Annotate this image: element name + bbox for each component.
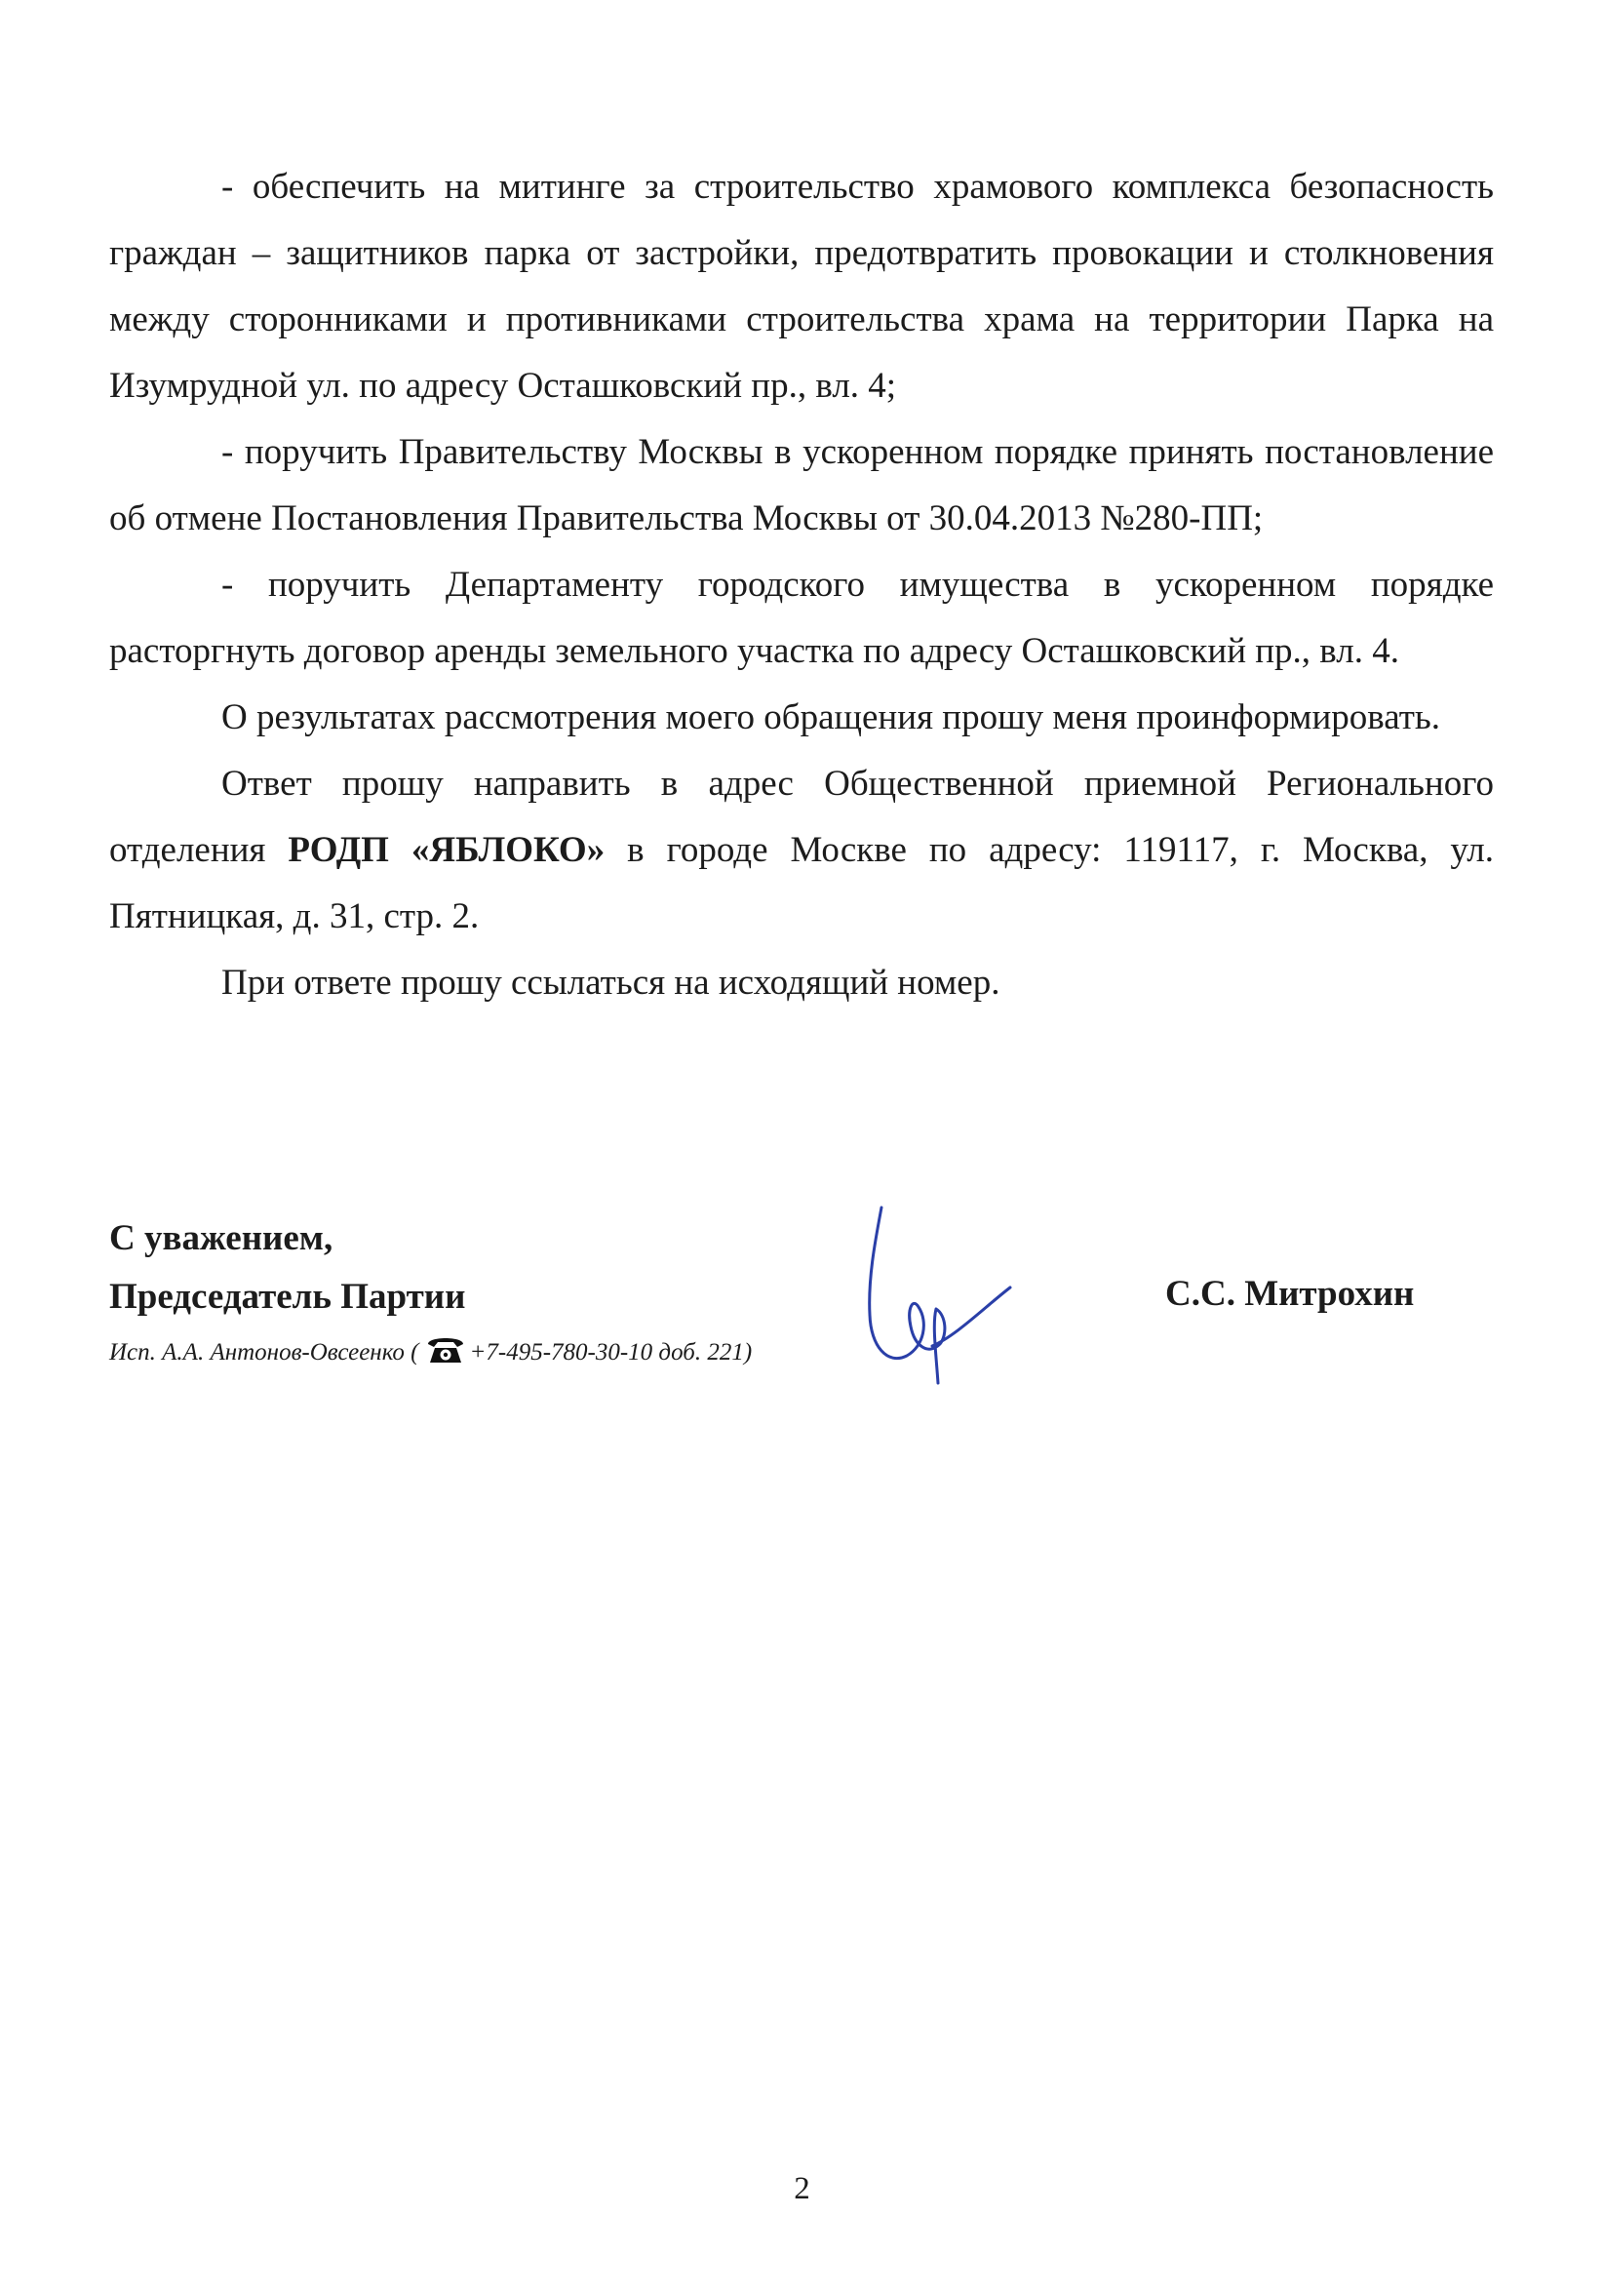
executor-label: Исп. А.А. Антонов-Овсеенко ( — [109, 1339, 419, 1366]
executor-phone: +7-495-780-30-10 доб. 221) — [469, 1339, 753, 1366]
paragraph-property-department: - поручить Департаменту городского имущества в ускоренном порядке расторгнуть договор аренды земельного участка по адресу Осташковский пр., вл. 4. — [109, 565, 1494, 671]
closing-regards: С уважением, — [109, 1218, 333, 1258]
paragraph-reference: При ответе прошу ссылаться на исходящий номер. — [221, 963, 1000, 1003]
executor-line — [109, 1332, 752, 1372]
paragraph-inform: О результатах рассмотрения моего обращения прошу меня проинформировать. — [221, 697, 1441, 737]
telephone-icon — [425, 1332, 466, 1366]
paragraph-safety: - обеспечить на митинге за строительство храмового комплекса безопасность граждан – защитников парка от застройки, предотвратить провокации и столкновения между сторонниками и противниками строительства храма на территории Парка на Изумрудной ул. по адресу Осташковский пр., вл. 4; — [109, 167, 1494, 406]
party-name: РОДП «ЯБЛОКО» — [288, 830, 606, 870]
letter-body — [109, 154, 1494, 1016]
paragraph-government: - поручить Правительству Москвы в ускоренном порядке принять постановление об отмене Постановления Правительства Москвы от 30.04.2013 №280-ПП; — [109, 432, 1494, 538]
page-number: 2 — [794, 2171, 810, 2206]
paragraph-reply-address — [109, 751, 1494, 950]
reply-text-start: Ответ прошу направить в адрес Общественной приемной Регионального отделения — [109, 764, 1494, 870]
signer-name: С.С. Митрохин — [1165, 1274, 1415, 1314]
closing-position: Председатель Партии — [109, 1277, 466, 1317]
reply-text-end: в городе Москве по адресу: 119117, г. Москва, ул. Пятницкая, д. 31, стр. 2. — [109, 830, 1495, 936]
closing-block — [109, 1209, 465, 1326]
signature — [839, 1200, 1034, 1395]
